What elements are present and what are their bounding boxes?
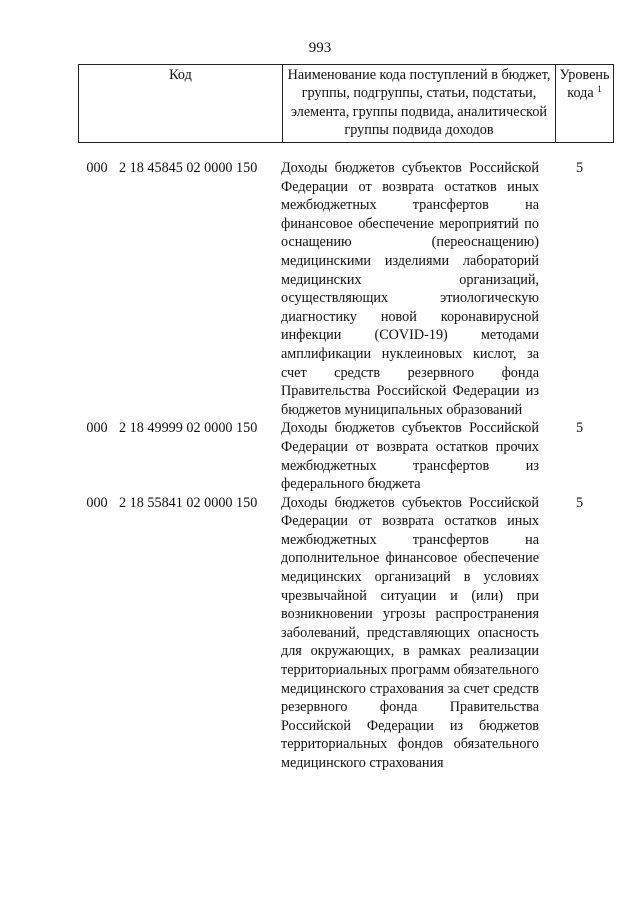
- row-code: 2 18 45845 02 0000 150: [119, 160, 258, 176]
- footnote-marker: 1: [597, 84, 602, 95]
- table-body: [78, 159, 614, 773]
- row-name: Доходы бюджетов субъектов Российской Федерации от возврата остатков иных межбюджетных трансфертов на финансовое обеспечение мероприятий по оснащению (переоснащению) медицинскими изделиями лабораторий медицинских организаций, осуществляющих этиологическую диагностику новой коронавирусной инфекции (COVID-19) методами амплификации нуклеиновых кислот, за счет средств резервного фонда Правительства Российской Федерации из бюджетов муниципальных образований: [281, 160, 539, 418]
- row-prefix: 000: [86, 160, 108, 176]
- table-row: [78, 159, 614, 419]
- table-row: [78, 419, 614, 493]
- row-prefix: 000: [86, 494, 108, 511]
- table-header: [78, 64, 614, 143]
- header-code-label: Код: [169, 67, 192, 83]
- row-name: Доходы бюджетов субъектов Российской Федерации от возврата остатков прочих межбюджетных трансфертов из федерального бюджета: [281, 420, 539, 493]
- page-number: 993: [308, 40, 332, 56]
- header-code: [79, 65, 283, 143]
- row-code: 2 18 49999 02 0000 150: [119, 420, 258, 437]
- header-name-label: Наименование кода поступлений в бюджет, группы, подгруппы, статьи, подстатьи, элемента, группы подвида, аналитической группы подвида доходов: [287, 67, 551, 139]
- header-name: [283, 65, 556, 143]
- row-level: 5: [575, 160, 584, 176]
- row-level: 5: [575, 494, 584, 511]
- table-row: [78, 494, 614, 773]
- row-code: 2 18 55841 02 0000 150: [119, 494, 258, 511]
- row-level: 5: [575, 420, 584, 437]
- header-level-label: Уровень кода: [559, 67, 610, 102]
- row-prefix: 000: [86, 420, 108, 437]
- header-level: [556, 65, 614, 143]
- row-name: Доходы бюджетов субъектов Российской Федерации от возврата остатков иных межбюджетных трансфертов на дополнительное финансовое обеспечение медицинских организаций в условиях чрезвычайной ситуации и (или) при возникновении угрозы распространения заболеваний, представляющих опасность для окружающих, в рамках реализации территориальных программ обязательного медицинского страхования за счет средств резервного фонда Правительства Российской Федерации из бюджетов территориальных фондов обязательного медицинского страхования: [281, 494, 539, 771]
